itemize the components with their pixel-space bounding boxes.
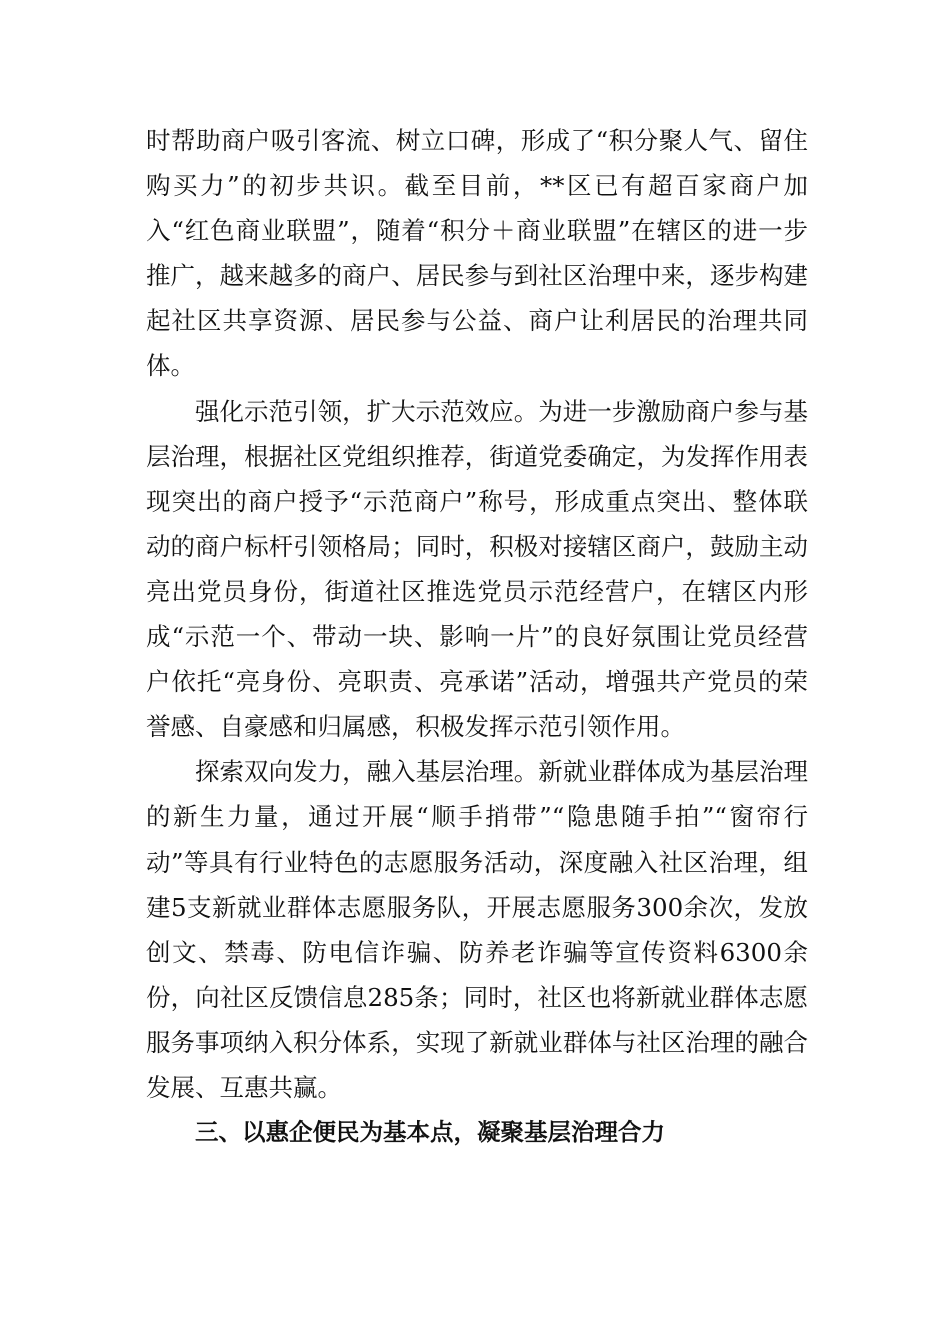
document-page bbox=[146, 118, 808, 1155]
paragraph-new-employment: 探索双向发力，融入基层治理。新就业群体成为基层治理的新生力量，通过开展“顺手捎带”“隐患随手拍”“窗帘行动”等具有行业特色的志愿服务活动，深度融入社区治理，组建5支新就业群体志愿服务队，开展志愿服务300余次，发放创文、禁毒、防电信诈骗、防养老诈骗等宣传资料6300余份，向社区反馈信息285条；同时，社区也将新就业群体志愿服务事项纳入积分体系，实现了新就业群体与社区治理的融合发展、互惠共赢。 bbox=[146, 757, 808, 1102]
paragraph-demonstration: 强化示范引领，扩大示范效应。为进一步激励商户参与基层治理，根据社区党组织推荐，街道党委确定，为发挥作用表现突出的商户授予“示范商户”称号，形成重点突出、整体联动的商户标杆引领格局；同时，积极对接辖区商户，鼓励主动亮出党员身份，街道社区推选党员示范经营户，在辖区内形成“示范一个、带动一块、影响一片”的良好氛围让党员经营户依托“亮身份、亮职责、亮承诺”活动，增强共产党员的荣誉感、自豪感和归属感，积极发挥示范引领作用。 bbox=[146, 396, 808, 742]
section-heading: 三、以惠企便民为基本点，凝聚基层治理合力 bbox=[195, 1118, 665, 1147]
paragraph-continuation: 时帮助商户吸引客流、树立口碑，形成了“积分聚人气、留住购买力”的初步共识。截至目前，**区已有超百家商户加入“红色商业联盟”，随着“积分＋商业联盟”在辖区的进一步推广，越来越多的商户、居民参与到社区治理中来，逐步构建起社区共享资源、居民参与公益、商户让利居民的治理共同体。 bbox=[146, 126, 808, 381]
